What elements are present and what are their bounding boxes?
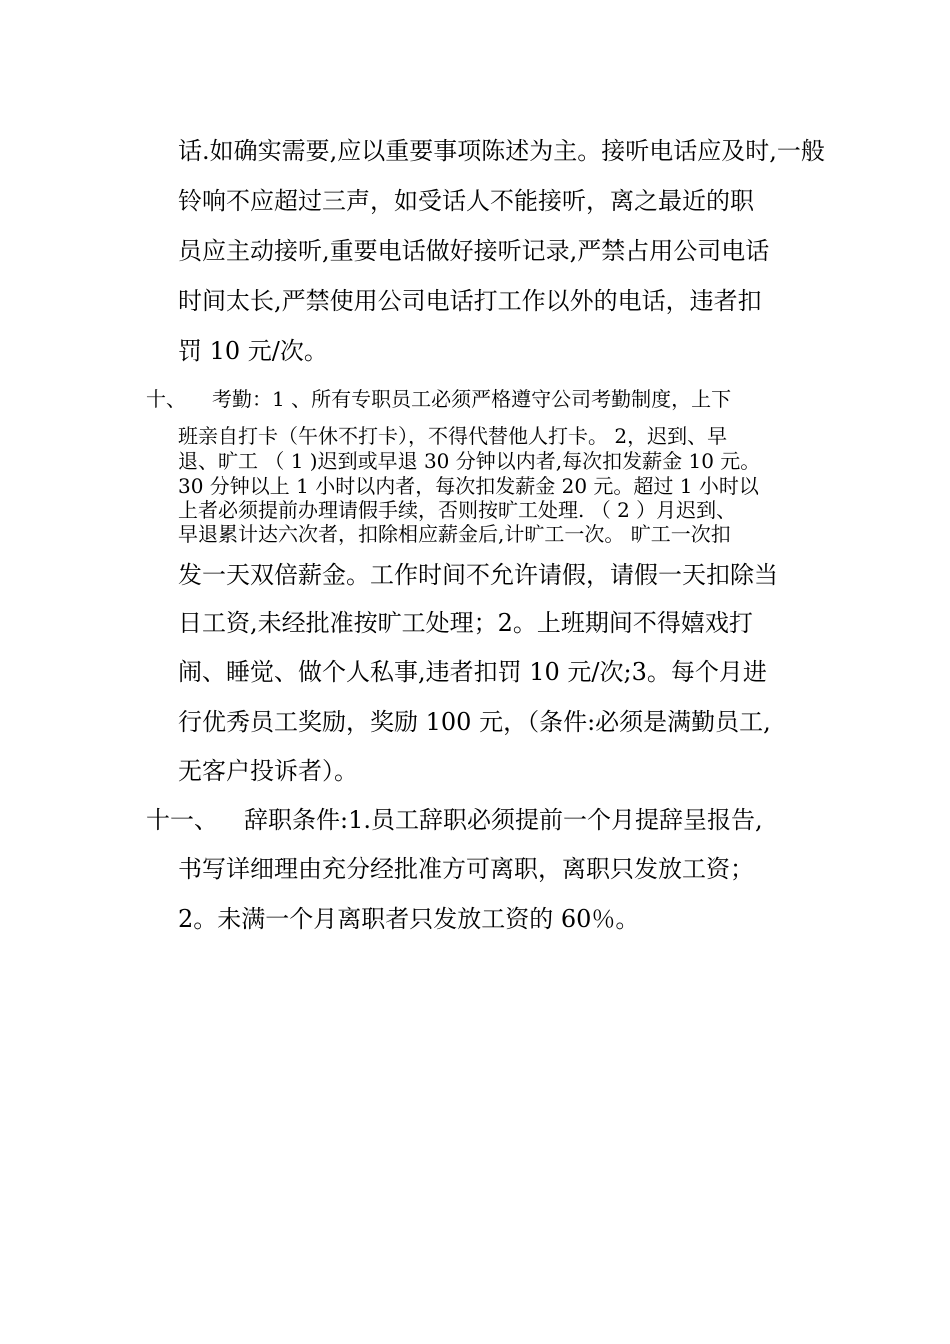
paragraph-line: 铃响不应超过三声，如受话人不能接听，离之最近的职: [178, 187, 754, 215]
paragraph-line: 员应主动接听,重要电话做好接听记录,严禁占用公司电话: [178, 237, 770, 265]
paragraph-line: 发一天双倍薪金。工作时间不允许请假，请假一天扣除当: [178, 561, 778, 589]
section-number: 十一、: [146, 806, 218, 834]
paragraph-line: 罚 10 元/次。: [178, 337, 328, 365]
paragraph-line: 30 分钟以上 1 小时以内者，每次扣发薪金 20 元。超过 1 小时以: [178, 474, 759, 498]
paragraph-line: 2。未满一个月离职者只发放工资的 60％。: [178, 905, 640, 933]
section-heading-line: 辞职条件:1.员工辞职必须提前一个月提辞呈报告,: [244, 806, 763, 834]
paragraph-line: 时间太长,严禁使用公司电话打工作以外的电话，违者扣: [178, 287, 762, 315]
paragraph-line: 无客户投诉者）。: [178, 757, 358, 785]
paragraph-line: 行优秀员工奖励，奖励 100 元，（条件:必须是满勤员工,: [178, 708, 771, 736]
paragraph-line: 书写详细理由充分经批准方可离职，离职只发放工资；: [178, 855, 754, 883]
paragraph-line: 日工资,未经批准按旷工处理；2。上班期间不得嬉戏打: [178, 609, 753, 637]
section-heading-line: 考勤：1 、所有专职员工必须严格遵守公司考勤制度，上下: [212, 387, 732, 411]
paragraph-line: 早退累计达六次者，扣除相应薪金后,计旷工一次。 旷工一次扣: [178, 522, 731, 546]
paragraph-line: 上者必须提前办理请假手续，否则按旷工处理. （ 2 ）月迟到、: [178, 498, 737, 522]
paragraph-line: 闹、睡觉、做个人私事,违者扣罚 10 元/次;3。每个月进: [178, 658, 767, 686]
paragraph-line: 话.如确实需要,应以重要事项陈述为主。接听电话应及时,一般: [178, 137, 825, 165]
section-number: 十、: [146, 387, 186, 411]
paragraph-line: 退、旷工 （ 1 )迟到或早退 30 分钟以内者,每次扣发薪金 10 元。: [178, 449, 761, 473]
paragraph-line: 班亲自打卡（午休不打卡），不得代替他人打卡。 2，迟到、早: [178, 424, 728, 448]
